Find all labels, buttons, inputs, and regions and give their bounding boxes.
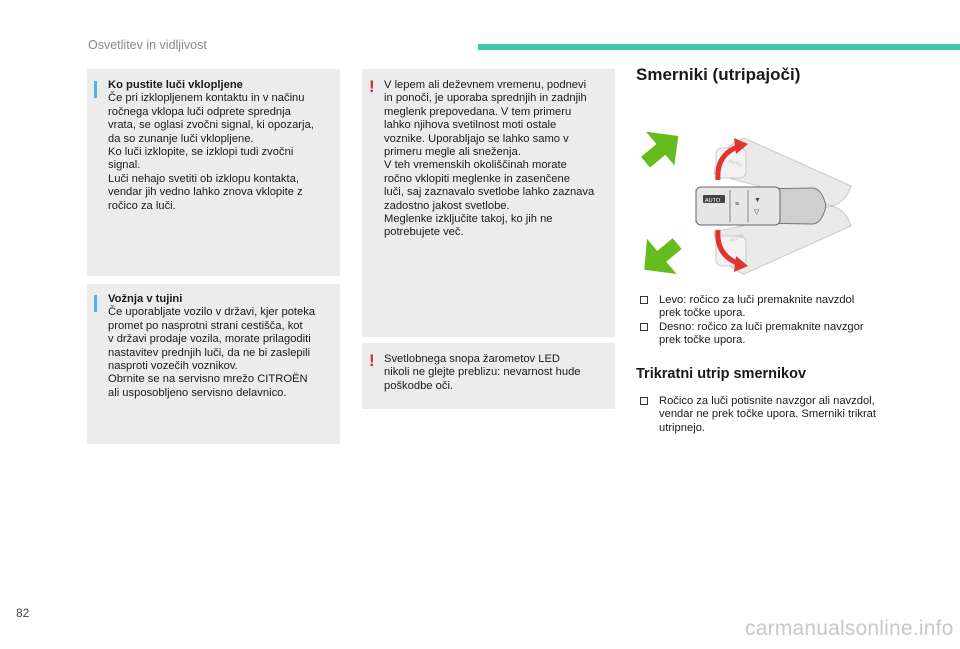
section-heading-triple-flash: Trikratni utrip smernikov [636, 366, 807, 382]
text-line: nikoli ne glejte preblizu: nevarnost hude [384, 366, 581, 379]
stalk-label: AUTO [727, 158, 743, 170]
text-line: prek točke upora. [659, 307, 746, 320]
text-line: signal. [108, 159, 141, 172]
text-line: V teh vremenskih okoliščinah morate [384, 159, 567, 172]
text-line: Ročico za luči potisnite navzgor ali navzdol, [659, 395, 875, 407]
text-line: vrata, se oglasi zvočni signal, ki opozarja, [108, 119, 314, 132]
info-marker-icon [94, 295, 97, 312]
warning-box-fog-lights-text [384, 79, 614, 240]
text-line: voznike. Uporabljajo se lahko samo v [384, 132, 569, 145]
text-line: nasproti vozečih voznikov. [108, 360, 238, 373]
warning-box-led-beam-text [384, 353, 614, 393]
text-line: promet po nasprotni strani cestišča, kot [108, 319, 303, 332]
text-line: nastavitev prednjih luči, da ne bi zaslepili [108, 346, 311, 359]
text-line: luči, saj zaznavalo svetlobe lahko zaznava [384, 186, 595, 199]
text-line: ročnega vklopa luči odprete sprednja [108, 105, 291, 118]
text-line: ali usposobljeno servisno delavnico. [108, 386, 287, 399]
list-item [640, 321, 910, 348]
stalk-label: AUTO [705, 198, 721, 204]
text-line: potrebujete več. [384, 226, 464, 239]
warning-exclamation-icon: ! [369, 351, 375, 370]
text-line: utripnejo. [659, 421, 706, 434]
text-line: vendar ne prek točke upora. Smerniki trikrat [659, 408, 877, 421]
list-item [640, 395, 910, 435]
text-line: Luči nehajo svetiti ob izklopu kontakta, [108, 172, 299, 185]
text-line: lahko njihova svetilnost moti ostale [384, 119, 557, 132]
right-arrow-icon [636, 118, 691, 179]
info-box-driving-abroad-text [108, 293, 336, 400]
text-line: meglenk prepovedana. V tem primeru [384, 105, 572, 118]
turn-signal-instructions [640, 294, 910, 348]
text-line: poškodbe oči. [384, 379, 454, 392]
text-line: v državi prodaje vozila, morate prilagoditi [108, 333, 311, 346]
text-line: Levo: ročico za luči premaknite navzdol [659, 294, 855, 306]
text-line: da so zunanje luči vklopljene. [108, 132, 254, 145]
section-heading-turn-signals: Smerniki (utripajoči) [636, 65, 801, 84]
text-line: ročico za luči. [108, 199, 176, 212]
lighting-stalk-illustration [636, 114, 888, 289]
text-line: prek točke upora. [659, 334, 746, 347]
text-line: vendar jih vedno lahko znova vklopite z [108, 186, 303, 199]
text-line: Desno: ročico za luči premaknite navzgor [659, 320, 864, 333]
info-marker-icon [94, 81, 97, 98]
info-heading: Vožnja v tujini [108, 293, 183, 305]
text-line: Če pri izklopljenem kontaktu in v načinu [108, 92, 305, 105]
stalk-middle-position [696, 187, 826, 225]
warning-exclamation-icon: ! [369, 77, 375, 96]
svg-text:▽: ▽ [754, 209, 760, 216]
text-line: Obrnite se na servisno mrežo CITROËN [108, 373, 308, 386]
text-line: V lepem ali deževnem vremenu, podnevi [384, 79, 587, 91]
svg-text:≡: ≡ [735, 201, 740, 208]
header-accent-bar [478, 44, 960, 50]
text-line: ročno vklopiti meglenke in zasenčene [384, 172, 570, 185]
page-number: 82 [16, 606, 30, 620]
watermark: carmanualsonline.info [745, 617, 954, 640]
svg-text:▼: ▼ [754, 197, 761, 204]
page-section-title: Osvetlitev in vidljivost [88, 38, 207, 52]
checkbox-bullet-icon [640, 296, 648, 304]
checkbox-bullet-icon [640, 323, 648, 331]
triple-flash-instructions [640, 395, 910, 435]
text-line: Ko luči izklopite, se izklopi tudi zvočni [108, 146, 294, 159]
info-heading: Ko pustite luči vklopljene [108, 79, 243, 91]
info-box-lights-left-on-text [108, 79, 336, 213]
list-item [640, 294, 910, 321]
text-line: zadostno jakost svetlobe. [384, 199, 510, 212]
text-line: Meglenke izključite takoj, ko jih ne [384, 213, 553, 226]
checkbox-bullet-icon [640, 397, 648, 405]
stalk-label: AUTO [729, 233, 745, 244]
text-line: Če uporabljate vozilo v državi, kjer poteka [108, 306, 316, 319]
left-arrow-icon [636, 226, 692, 288]
text-line: in ponoči, je uporaba sprednjih in zadnjih [384, 92, 587, 105]
text-line: primeru megle ali sneženja. [384, 146, 521, 159]
text-line: Svetlobnega snopa žarometov LED [384, 353, 561, 365]
